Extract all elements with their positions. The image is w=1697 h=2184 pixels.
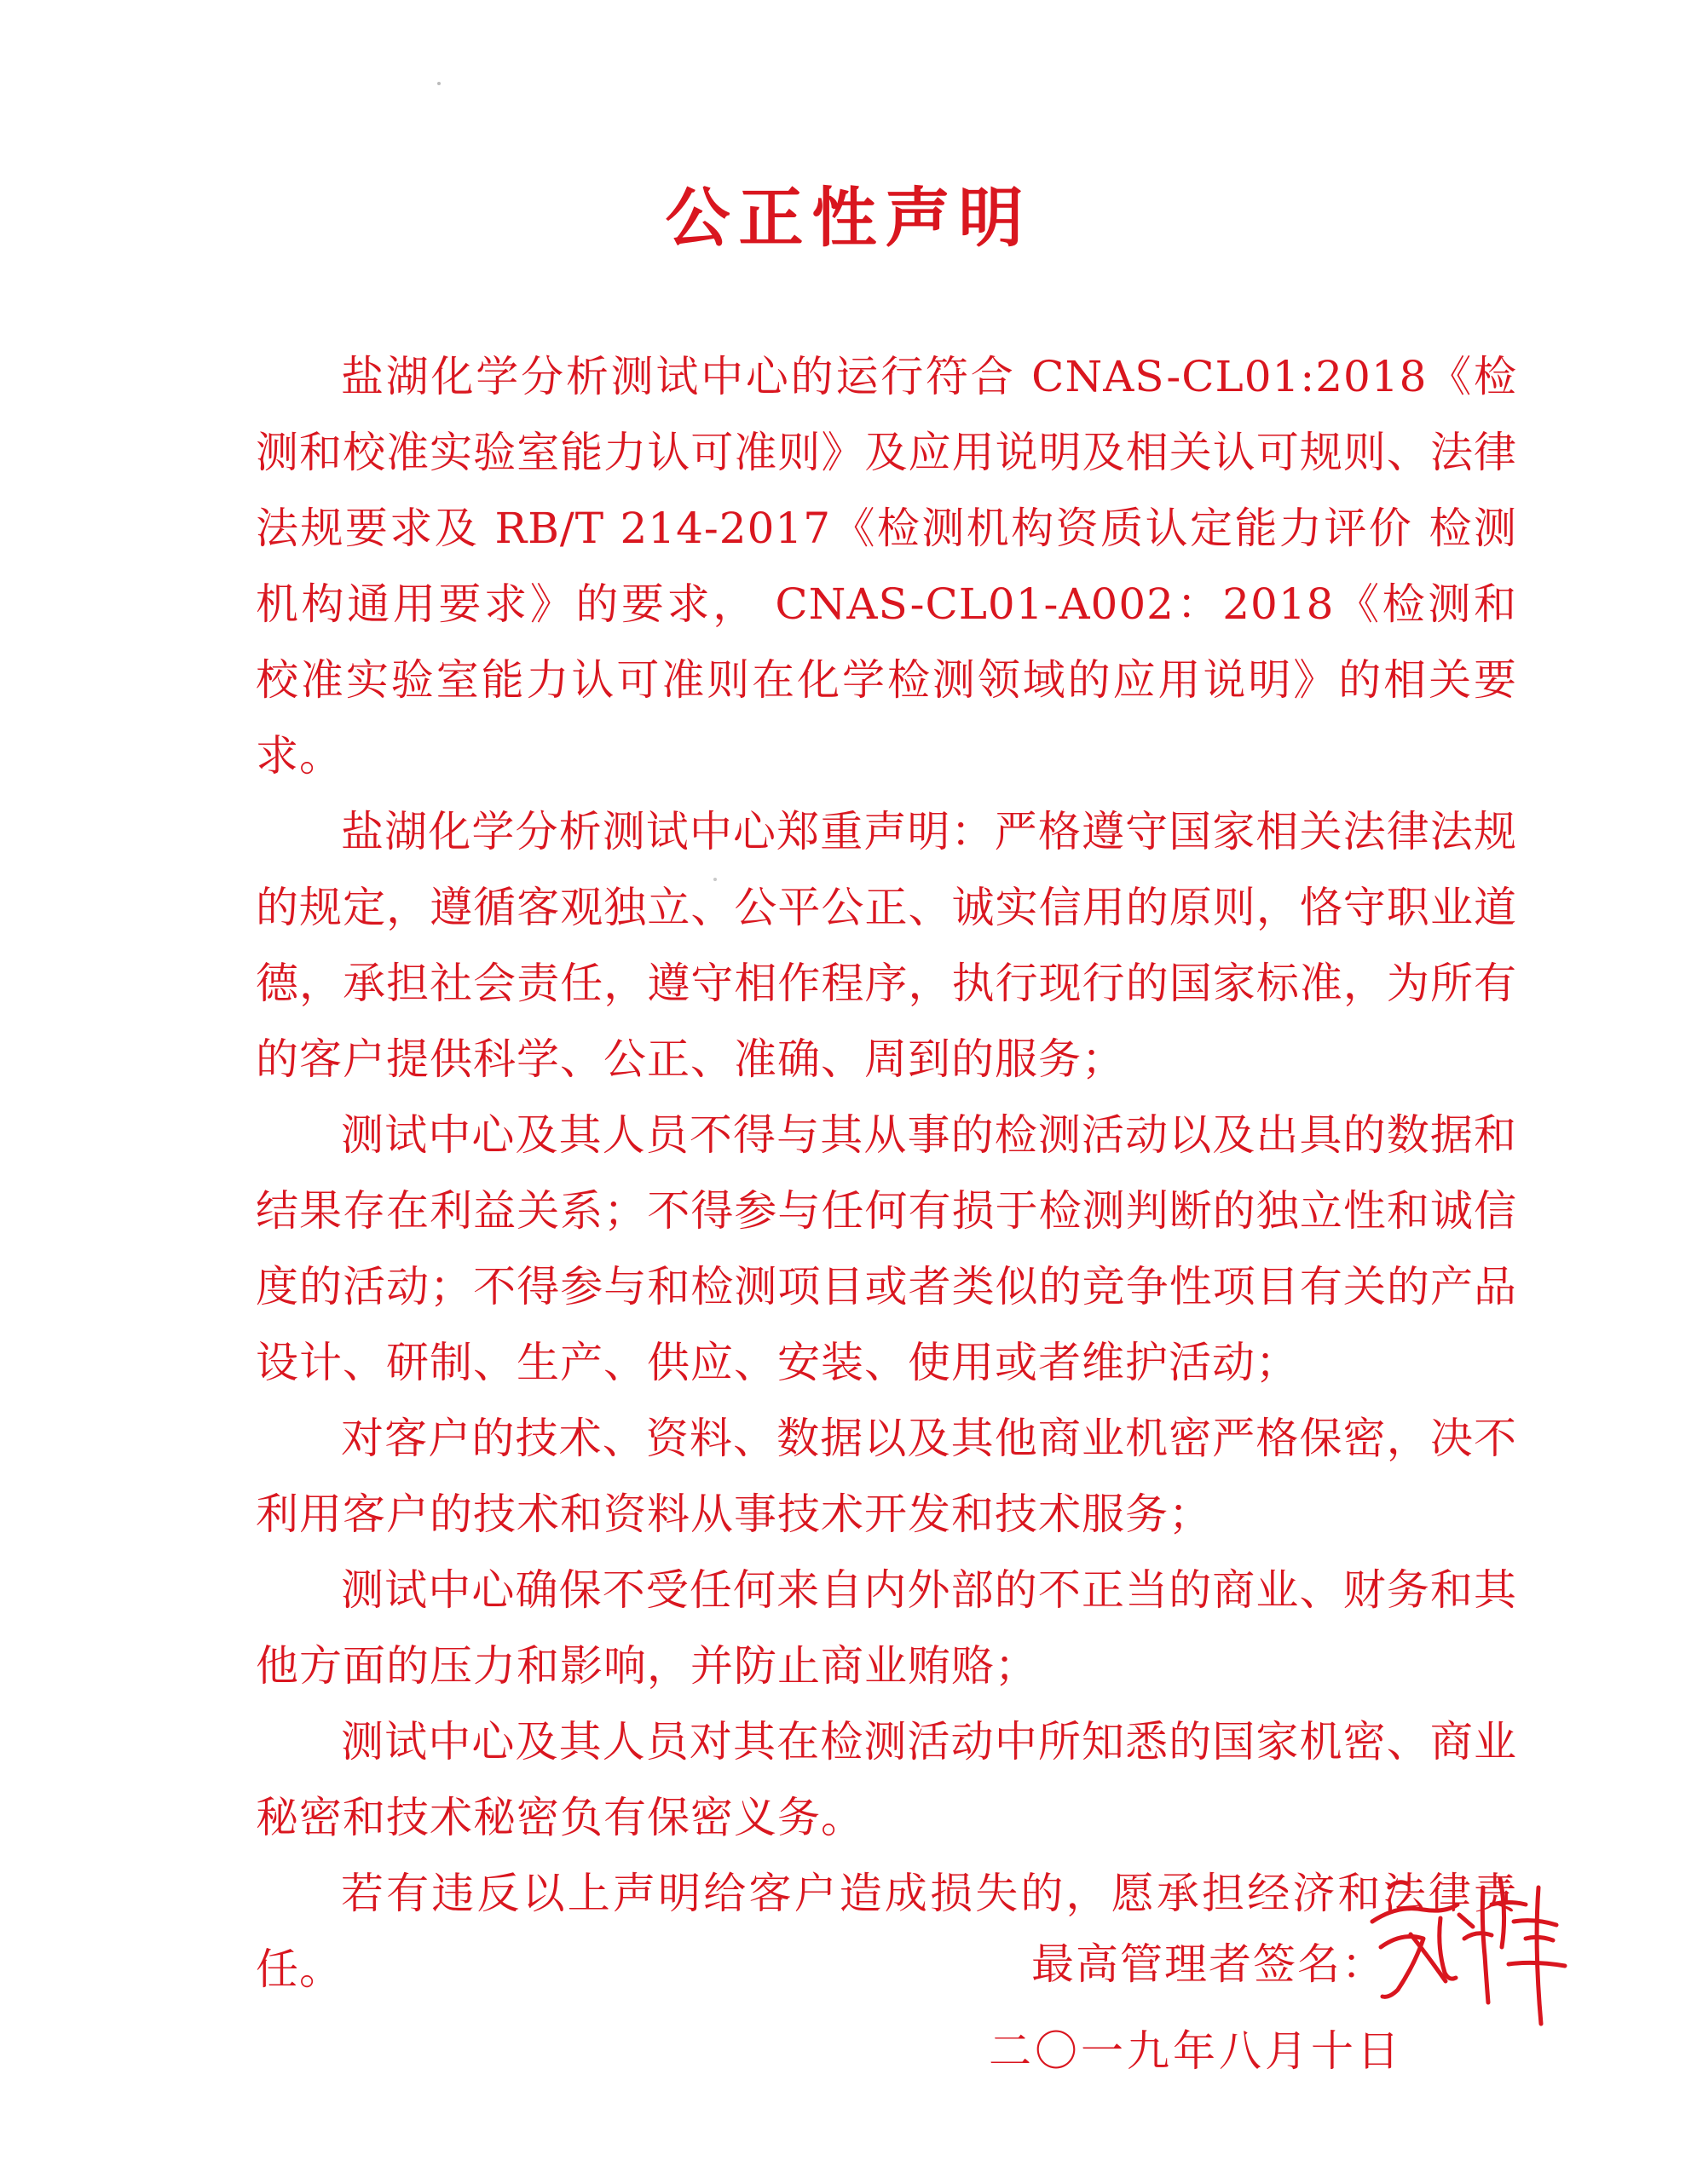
handwritten-signature — [1364, 1853, 1577, 2041]
document-date: 二〇一九年八月十日 — [989, 2026, 1403, 2076]
paragraph-independence: 测试中心及其人员不得与其从事的检测活动以及出具的数据和结果存在利益关系；不得参与任何有损于检测判断的独立性和诚信度的活动；不得参与和检测项目或者类似的竞争性项目有关的产品设计、研制、生产、供应、安装、使用或者维护活动； — [256, 1110, 1517, 1387]
paragraph-liability: 若有违反以上声明给客户造成损失的，愿承担经济和法律责任。 — [256, 1869, 1517, 1994]
document-title: 公正性声明 — [665, 180, 1032, 256]
paragraph-pressure: 测试中心确保不受任何来自内外部的不正当的商业、财务和其他方面的压力和影响，并防止商业贿赂； — [256, 1565, 1517, 1691]
paragraph-confidentiality: 对客户的技术、资料、数据以及其他商业机密严格保密，决不利用客户的技术和资料从事技术开发和技术服务； — [256, 1414, 1517, 1539]
paragraph-secrecy: 测试中心及其人员对其在检测活动中所知悉的国家机密、商业秘密和技术秘密负有保密义务。 — [256, 1717, 1517, 1842]
signature-label: 最高管理者签名： — [1031, 1939, 1386, 1989]
paragraph-declaration: 盐湖化学分析测试中心郑重声明：严格遵守国家相关法律法规的规定，遵循客观独立、公平公正、诚实信用的原则，恪守职业道德，承担社会责任，遵守相作程序，执行现行的国家标准，为所有的客户提供科学、公正、准确、周到的服务； — [256, 807, 1517, 1084]
document-body — [256, 339, 1517, 2008]
paragraph-compliance: 盐湖化学分析测试中心的运行符合 CNAS-CL01:2018《检测和校准实验室能力认可准则》及应用说明及相关认可规则、法律法规要求及 RB/T 214-2017《检测机构资质认定能力评价 检测机构通用要求》的要求， CNAS-CL01-A002：2018《检测和校准实验室能力认可准则在化学检测领域的应用说明》的相关要求。 — [256, 352, 1517, 781]
